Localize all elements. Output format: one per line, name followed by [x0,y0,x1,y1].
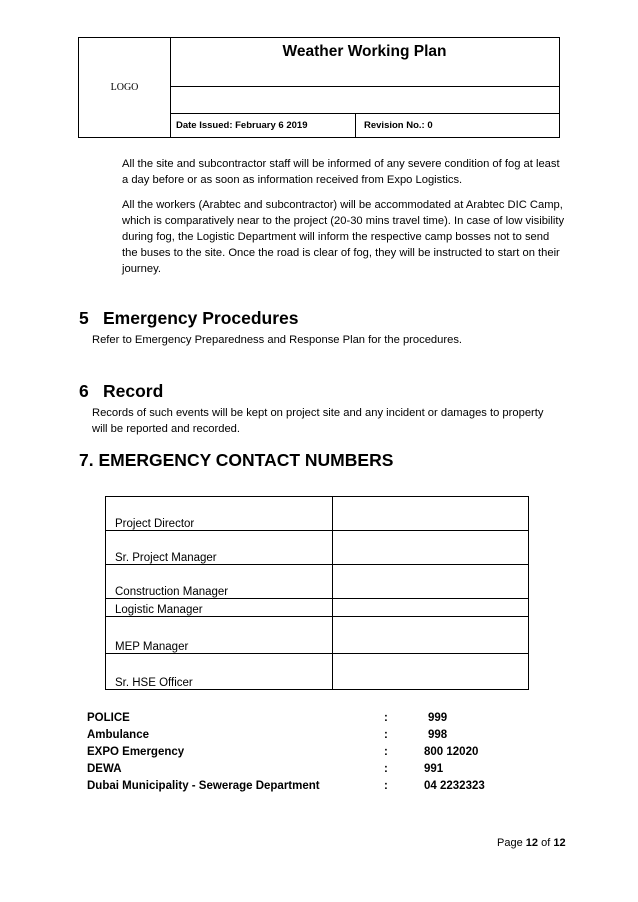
date-issued: Date Issued: February 6 2019 [170,113,356,137]
contact-value [333,617,529,654]
phone-number: 04 2232323 [424,780,485,792]
section-heading-record [79,381,163,402]
service-name: Ambulance [87,729,149,741]
separator: : [384,780,388,792]
document-header [78,37,560,138]
phone-number: 800 12020 [424,746,479,758]
list-item [87,746,507,763]
separator: : [384,712,388,724]
service-name: EXPO Emergency [87,746,185,758]
contact-value [333,565,529,599]
list-item [87,729,507,746]
table-row [106,531,529,565]
record-text: Records of such events will be kept on project site and any incident or damages to property will be reported and recorded. [92,407,544,435]
section-number: 5 [79,308,89,328]
separator: : [384,746,388,758]
logo: LOGO [110,82,139,93]
contact-value [333,599,529,617]
contact-value [333,497,529,531]
separator: : [384,729,388,741]
of-word: of [541,837,551,849]
contact-table [105,496,529,690]
service-name: Dubai Municipality - Sewerage Department [87,780,320,792]
table-row [106,599,529,617]
list-item [87,780,507,797]
document-title: Weather Working Plan [170,38,559,87]
header-blank-cell [170,87,559,114]
fog-paragraph-2: All the workers (Arabtec and subcontractor) will be accommodated at Arabtec DIC Camp, which is comparatively near to the project (20-30 mins travel time). In case of low visibility during fog, the Logistic Department will inform the respective camp bosses not to send the buses to the site. Once the road is clear of fog, they will be instructed to start on their journey. [122,199,565,275]
phone-number: 999 [428,712,448,724]
contact-role: Sr. Project Manager [106,531,333,565]
section-title: Record [103,381,164,401]
section-number: 6 [79,381,89,401]
phone-number: 991 [424,763,444,775]
contact-role: MEP Manager [106,617,333,654]
section-heading-emergency-contacts: 7. EMERGENCY CONTACT NUMBERS [79,450,394,470]
page-current: 12 [525,837,539,849]
section-title: Emergency Procedures [103,308,299,328]
table-row [106,565,529,599]
contact-value [333,531,529,565]
service-name: POLICE [87,712,130,724]
page-total: 12 [553,837,566,849]
table-row [106,617,529,654]
phone-number: 998 [428,729,448,741]
service-name: DEWA [87,763,122,775]
fog-paragraph-1: All the site and subcontractor staff will be informed of any severe condition of fog at least a day before or as soon as information received from Expo Logistics. [122,158,560,186]
logo-cell [79,38,171,137]
contact-role: Sr. HSE Officer [106,654,333,690]
list-item [87,763,507,780]
section-heading-emergency-procedures [79,308,299,329]
separator: : [384,763,388,775]
contact-role: Construction Manager [106,565,333,599]
emergency-numbers-list [87,712,507,797]
revision-number: Revision No.: 0 [364,119,433,131]
contact-role: Project Director [106,497,333,531]
contact-value [333,654,529,690]
page-number [497,837,566,849]
table-row [106,654,529,690]
list-item [87,712,507,729]
table-row [106,497,529,531]
page-word: Page [497,837,523,849]
contact-role: Logistic Manager [106,599,333,617]
emergency-procedures-text: Refer to Emergency Preparedness and Response Plan for the procedures. [92,334,463,346]
